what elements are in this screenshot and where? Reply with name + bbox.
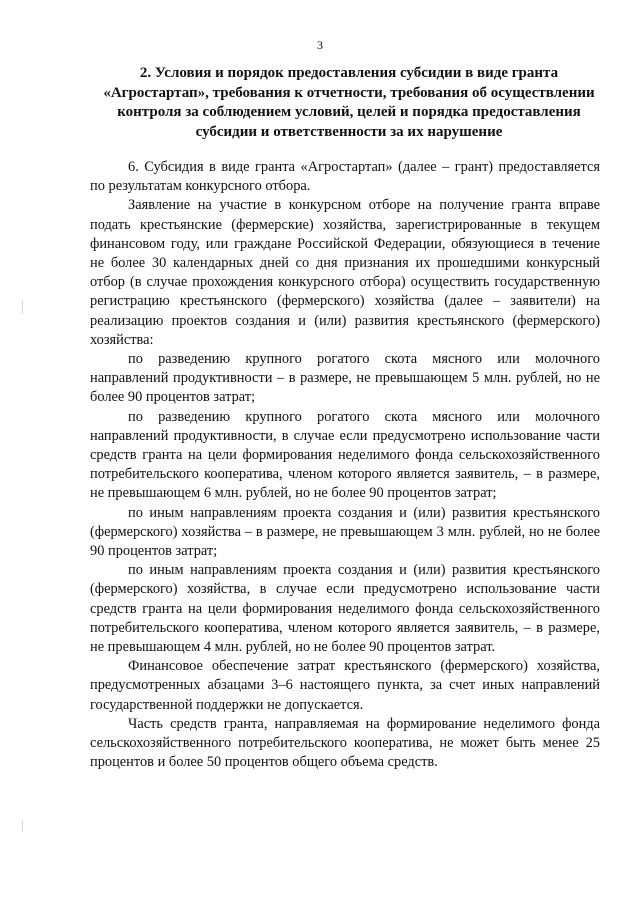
document-body	[90, 158, 600, 773]
page-number: 3	[317, 38, 323, 52]
paragraph-item-6: 6. Субсидия в виде гранта «Агростартап» (далее – грант) предоставляется по результатам конкурсного отбора.	[90, 159, 600, 195]
section-heading-line: контроля за соблюдением условий, целей и порядка предоставления	[117, 104, 581, 120]
scan-margin-mark	[22, 300, 23, 314]
paragraph-applicants: Заявление на участие в конкурсном отборе на получение гранта вправе подать крестьянские (фермерские) хозяйства, зарегистрированные в текущем финансовом году, или граждане Российской Федерации, обязующиеся в течение не более 30 календарных дней со дня признания их прошедшими конкурсный отбор (в случае прохождения конкурсного отбора) осуществить государственную регистрацию крестьянского (фермерского) хозяйства (далее – заявители) на реализацию проектов создания и (или) развития крестьянского (фермерского) хозяйства:	[90, 197, 600, 348]
section-heading-line: «Агростартап», требования к отчетности, требования об осуществлении	[103, 84, 595, 101]
paragraph-cattle-5mln: по разведению крупного рогатого скота мясного или молочного направлений продуктивности – в размере, не превышающем 5 млн. рублей, но не более 90 процентов затрат;	[90, 351, 600, 406]
paragraph-fund-share: Часть средств гранта, направляемая на формирование неделимого фонда сельскохозяйственного потребительского кооператива, не может быть менее 25 процентов и более 50 процентов общего объема средств.	[90, 715, 600, 771]
paragraph-financing: Финансовое обеспечение затрат крестьянского (фермерского) хозяйства, предусмотренных абзацами 3–6 настоящего пункта, за счет иных направлений государственной поддержки не допускается.	[90, 658, 600, 713]
section-heading-line: субсидии и ответственности за их нарушение	[195, 123, 503, 140]
scan-margin-mark	[22, 820, 23, 832]
paragraph-other-4mln: по иным направлениям проекта создания и (или) развития крестьянского (фермерского) хозяйства, в случае если предусмотрено использование части средств гранта на цели формирования неделимого фонда сельскохозяйственного потребительского кооператива, членом которого является заявитель, – в размере, не превышающем 4 млн. рублей, но не более 90 процентов затрат.	[90, 562, 600, 656]
section-heading-line: 2. Условия и порядок предоставления субсидии в виде гранта	[139, 65, 559, 81]
section-heading	[88, 64, 610, 142]
paragraph-cattle-6mln: по разведению крупного рогатого скота мясного или молочного направлений продуктивности, в случае если предусмотрено использование части средств гранта на цели формирования неделимого фонда сельскохозяйственного потребительского кооператива, членом которого является заявитель, – в размере, не превышающем 6 млн. рублей, но не более 90 процентов затрат;	[90, 408, 600, 502]
paragraph-other-3mln: по иным направлениям проекта создания и (или) развития крестьянского (фермерского) хозяйства – в размере, не превышающем 3 млн. рублей, но не более 90 процентов затрат;	[90, 504, 600, 560]
